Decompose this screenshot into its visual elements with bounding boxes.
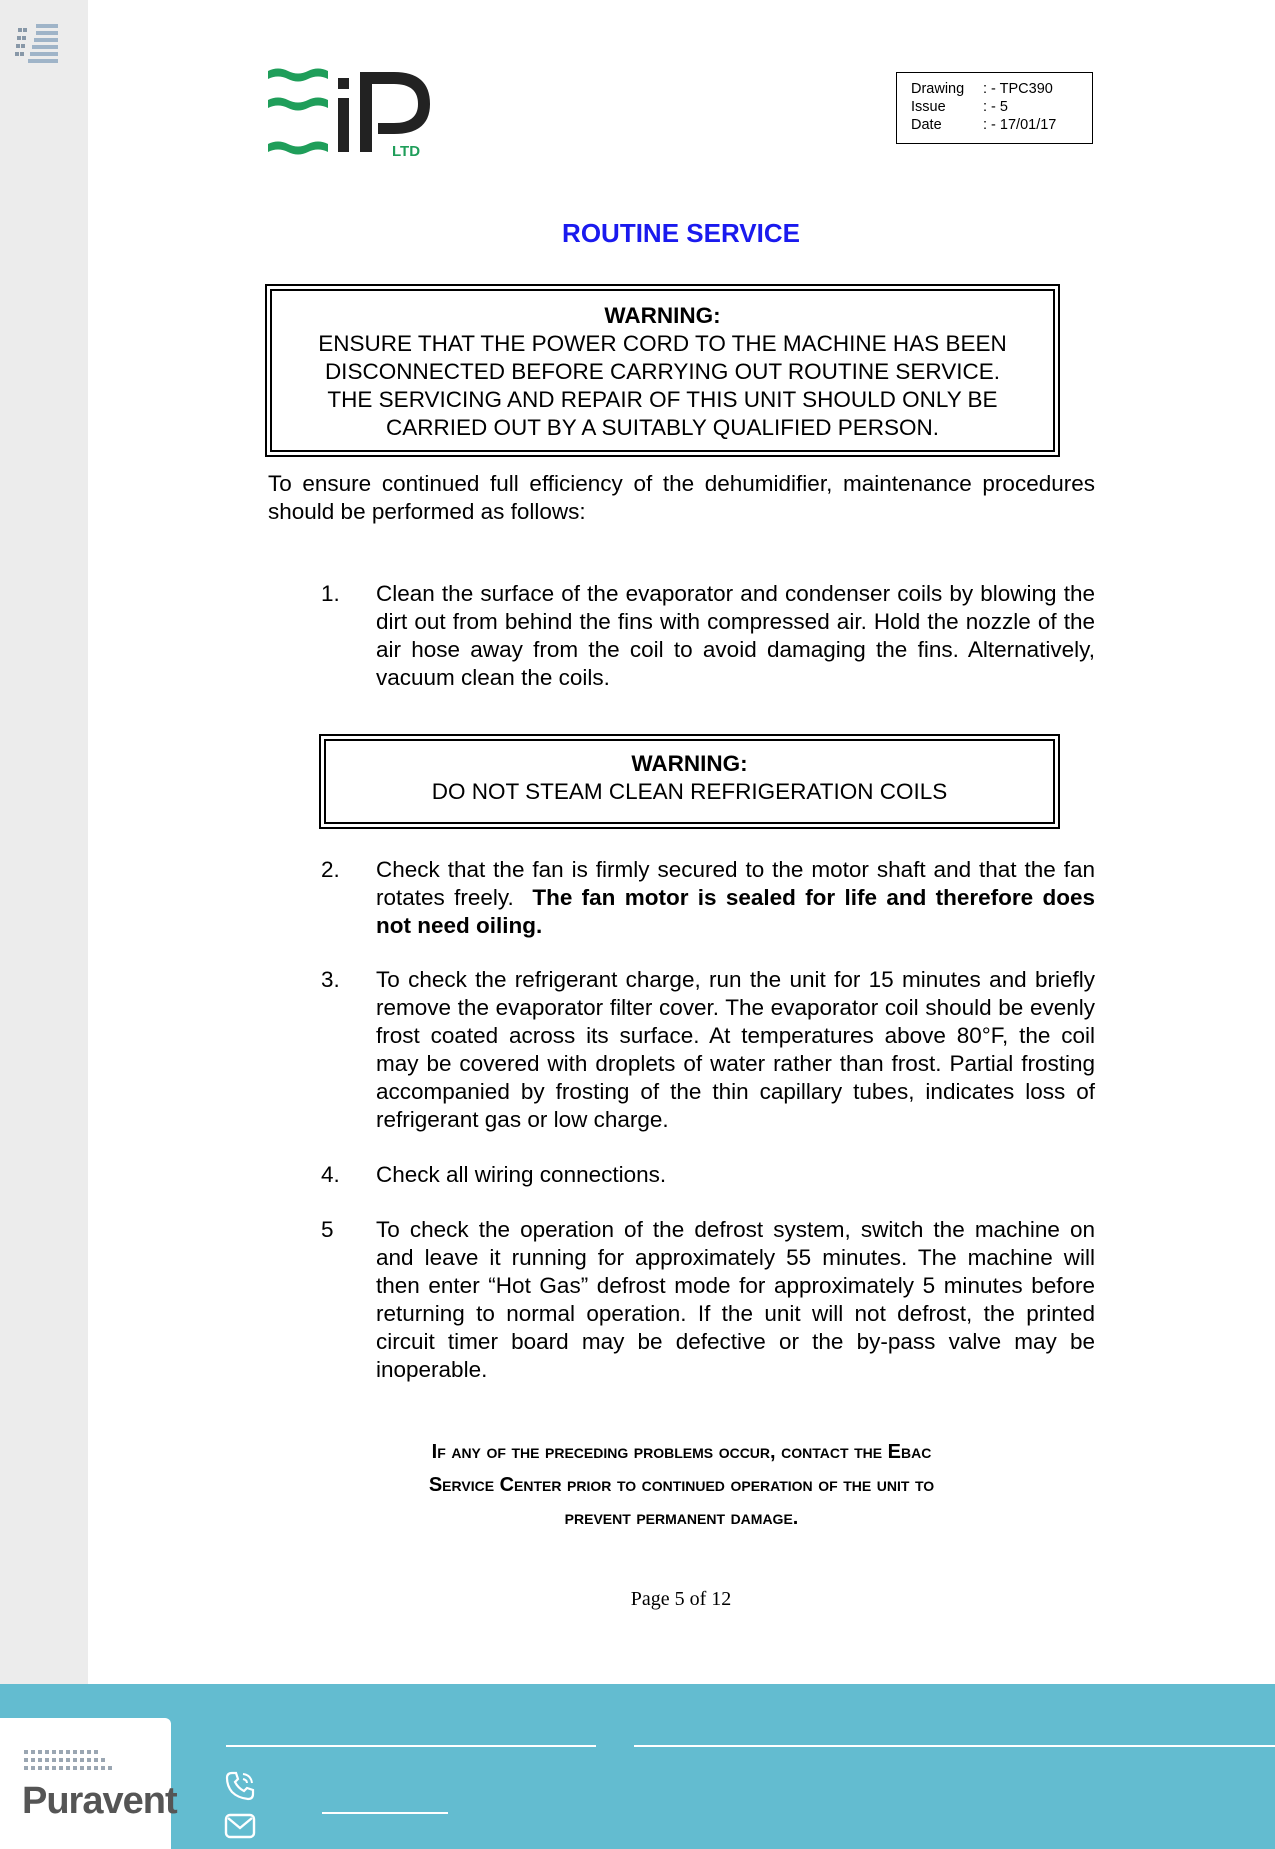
eip-logo-letters [338,72,430,152]
item-text: To check the operation of the defrost system, switch the machine on and leave it running for approximately 55 minutes. The machine will then enter “Hot Gas” defrost mode for approximately 5 minutes before returning to normal operation. If the unit will not defrost, the printed circuit timer board may be defective or the by-pass valve may be inoperable. [376,1217,1095,1382]
warning-line: THE SERVICING AND REPAIR OF THIS UNIT SHOULD ONLY BE [327,387,998,412]
issue-label: Issue [911,99,946,115]
puravent-mark-icon [14,22,64,68]
notice-line: Service Center prior to continued operation of the unit to [428,1474,935,1496]
item-text-normal: Check that the fan is firmly secured to the motor shaft and that the fan rotates freely. [376,857,1095,910]
list-item-2 [321,856,1095,940]
drawing-label: Drawing [911,81,965,97]
puravent-logo [0,1718,177,1849]
footer-bar [0,1684,1275,1849]
list-item-1 [321,580,1095,692]
warning-line: DISCONNECTED BEFORE CARRYING OUT ROUTINE SERVICE. [324,359,1001,384]
page-number: Page 5 of 12 [630,1588,732,1610]
list-item-3 [321,966,1095,1134]
drawing-row [911,80,1092,98]
eip-company-logo [266,66,436,166]
service-notice [268,1436,1095,1535]
notice-line: If any of the preceding problems occur, contact the Ebac [431,1441,932,1463]
date-row [911,116,1092,134]
warning-title: WARNING: [631,751,748,776]
item-text-bold: The fan motor is sealed for life and therefore does not need oiling. [376,885,1095,938]
warning-line: CARRIED OUT BY A SUITABLY QUALIFIED PERSON. [385,415,940,440]
item-number: 1. [321,581,340,606]
drawing-value: : - TPC390 [983,81,1053,97]
item-number: 5 [321,1217,334,1242]
warning-title: WARNING: [604,303,721,328]
phone-link-underline [322,1812,448,1814]
item-text [376,856,1095,940]
list-item-5 [321,1216,1095,1384]
item-text: Check all wiring connections. [376,1162,667,1187]
puravent-brand-text: Puravent [22,1780,177,1822]
notice-line: prevent permanent damage. [564,1507,799,1529]
item-text: To check the refrigerant charge, run the unit for 15 minutes and briefly remove the evaporator filter cover. The evaporator coil should be evenly frost coated across its surface. At temperatures above 80°F, the coil may be covered with droplets of water rather than frost. Partial frosting accompanied by frosting of the thin capillary tubes, indicates loss of refrigerant gas or low charge. [376,967,1095,1132]
footer-divider [226,1745,596,1747]
list-item-4 [321,1161,1095,1189]
drawing-info-box [896,72,1093,144]
item-number: 3. [321,967,340,992]
warning-text: DO NOT STEAM CLEAN REFRIGERATION COILS [431,779,948,804]
footer-divider [634,1745,1275,1747]
intro-paragraph: To ensure continued full efficiency of the dehumidifier, maintenance procedures should be performed as follows: [268,471,1095,524]
steam-warning-box [319,734,1060,829]
item-number: 4. [321,1162,340,1187]
issue-row [911,98,1092,116]
power-warning-box [265,284,1060,457]
item-number: 2. [321,857,340,882]
mail-icon[interactable] [224,1812,256,1840]
page-title: ROUTINE SERVICE [562,218,800,248]
item-text: Clean the surface of the evaporator and condenser coils by blowing the dirt out from behind the fins with compressed air. Hold the nozzle of the air hose away from the coil to avoid damaging the fins. Alternatively, vacuum clean the coils. [376,581,1095,690]
logo-ltd-text: LTD [392,143,421,160]
warning-line: ENSURE THAT THE POWER CORD TO THE MACHINE HAS BEEN [318,331,1007,356]
puravent-dots-icon [22,1748,147,1776]
date-label: Date [911,117,942,133]
issue-value: : - 5 [983,99,1008,115]
left-sidebar-strip [0,0,88,1684]
date-value: : - 17/01/17 [983,117,1057,133]
phone-icon[interactable] [224,1770,256,1802]
